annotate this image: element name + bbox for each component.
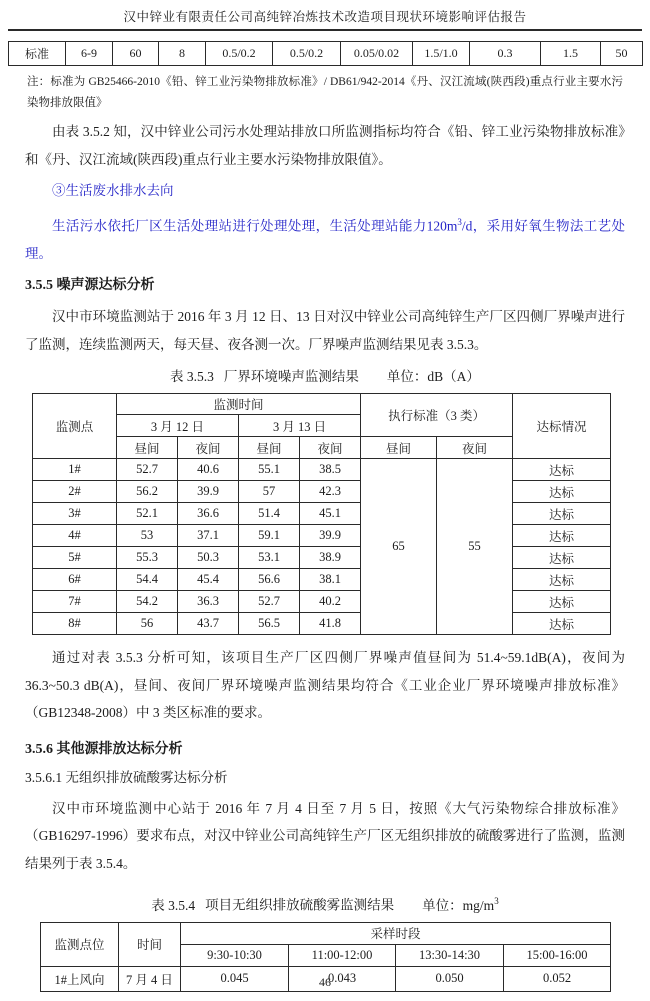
table-cell: 37.1 — [178, 525, 239, 547]
table-cell: 60 — [113, 42, 159, 66]
table-row — [33, 481, 611, 503]
caption-title: 厂界环境噪声监测结果 — [223, 369, 359, 384]
noise-monitoring-table — [32, 393, 611, 635]
table-cell: 56.2 — [117, 481, 178, 503]
table-row — [33, 503, 611, 525]
table-cell: 8# — [33, 613, 117, 635]
table-cell: 39.9 — [300, 525, 361, 547]
table-row — [33, 569, 611, 591]
table-cell: 0.5/0.2 — [273, 42, 341, 66]
table-row — [33, 547, 611, 569]
table-cell: 达标 — [513, 569, 611, 591]
column-header: 监测点位 — [41, 922, 119, 966]
table-row — [33, 459, 611, 481]
table-row — [9, 42, 643, 66]
paragraph-domestic-wastewater — [25, 209, 625, 268]
column-header: 夜间 — [437, 437, 513, 459]
table-cell: 4# — [33, 525, 117, 547]
table-cell: 6# — [33, 569, 117, 591]
paragraph-noise-intro: 汉中市环境监测站于 2016 年 3 月 12 日、13 日对汉中锌业公司高纯锌生产厂区四侧厂界噪声进行了监测，连续监测两天，每天昼、夜各测一次。厂界噪声监测结果见表 3.5.3。 — [25, 309, 625, 352]
superscript: 3 — [494, 896, 499, 906]
table-cell: 52.1 — [117, 503, 178, 525]
table-cell: 55.3 — [117, 547, 178, 569]
table-cell: 达标 — [513, 591, 611, 613]
sulfuric-table-caption — [0, 889, 650, 918]
paragraph-text: 生活污水依托厂区生活处理站进行处理处理，生活处理站能力120m — [52, 218, 458, 233]
table-cell: 7 月 4 日 — [119, 966, 181, 991]
table-cell: 达标 — [513, 525, 611, 547]
column-header: 监测时间 — [117, 394, 361, 415]
table-row — [33, 394, 611, 415]
table-cell: 56 — [117, 613, 178, 635]
table-cell: 54.4 — [117, 569, 178, 591]
table-cell: 56.5 — [239, 613, 300, 635]
table-cell: 45.4 — [178, 569, 239, 591]
column-header: 采样时段 — [181, 922, 611, 944]
table-cell-standard-night: 55 — [437, 459, 513, 635]
column-header: 昼间 — [361, 437, 437, 459]
caption-unit: 单位：mg/m — [422, 897, 495, 913]
column-header: 夜间 — [178, 437, 239, 459]
heading-3-5-6-1: 3.5.6.1 无组织排放硫酸雾达标分析 — [25, 769, 228, 785]
table-cell: 0.05/0.02 — [341, 42, 413, 66]
table-cell: 0.052 — [504, 966, 611, 991]
table-cell: 0.3 — [470, 42, 541, 66]
table-cell: 57 — [239, 481, 300, 503]
table-cell: 41.8 — [300, 613, 361, 635]
table-cell-standard-day: 65 — [361, 459, 437, 635]
table-footnote: 注：标准为 GB25466-2010《铅、锌工业污染物排放标准》/ DB61/942-2014《丹、汉江流域(陕西段)重点行业主要水污染物排放限值》 — [27, 76, 623, 109]
table-cell: 达标 — [513, 613, 611, 635]
caption-label: 表 3.5.3 — [170, 369, 214, 384]
paragraph-text: /d，采用好氧生物法工艺处理。 — [25, 218, 625, 261]
table-cell: 38.9 — [300, 547, 361, 569]
column-header: 3 月 13 日 — [239, 415, 361, 437]
table-cell: 42.3 — [300, 481, 361, 503]
table-cell: 36.3 — [178, 591, 239, 613]
heading-3-5-6: 3.5.6 其他源排放达标分析 — [25, 741, 183, 757]
table-cell: 38.5 — [300, 459, 361, 481]
superscript: 3 — [457, 216, 462, 227]
table-cell: 8 — [159, 42, 206, 66]
table-cell: 0.045 — [181, 966, 289, 991]
table-cell: 3# — [33, 503, 117, 525]
column-header: 昼间 — [239, 437, 300, 459]
table-row — [33, 525, 611, 547]
column-header: 监测点 — [33, 394, 117, 459]
table-cell: 53 — [117, 525, 178, 547]
column-header: 达标情况 — [513, 394, 611, 459]
table-cell: 达标 — [513, 547, 611, 569]
table-cell: 0.050 — [396, 966, 504, 991]
table-cell: 51.4 — [239, 503, 300, 525]
column-header: 13:30-14:30 — [396, 944, 504, 966]
table-cell: 59.1 — [239, 525, 300, 547]
table-row — [33, 591, 611, 613]
table-cell: 52.7 — [117, 459, 178, 481]
column-header: 9:30-10:30 — [181, 944, 289, 966]
table-cell: 40.6 — [178, 459, 239, 481]
table-cell: 达标 — [513, 503, 611, 525]
caption-unit: 单位：dB（A） — [386, 369, 480, 384]
table-cell: 45.1 — [300, 503, 361, 525]
noise-table-caption — [0, 365, 650, 389]
table-cell: 1.5/1.0 — [413, 42, 470, 66]
column-header: 昼间 — [117, 437, 178, 459]
table-row — [41, 922, 611, 944]
column-header: 3 月 12 日 — [117, 415, 239, 437]
table-cell: 55.1 — [239, 459, 300, 481]
table-cell: 6-9 — [66, 42, 113, 66]
column-header: 夜间 — [300, 437, 361, 459]
table-cell: 40.2 — [300, 591, 361, 613]
header-divider — [8, 29, 642, 31]
table-cell: 1#上风向 — [41, 966, 119, 991]
table-row — [33, 613, 611, 635]
column-header: 时间 — [119, 922, 181, 966]
table-cell: 43.7 — [178, 613, 239, 635]
heading-domestic-wastewater: ③生活废水排水去向 — [52, 183, 174, 198]
table-cell: 56.6 — [239, 569, 300, 591]
table-cell: 5# — [33, 547, 117, 569]
caption-label: 表 3.5.4 — [151, 897, 196, 913]
table-cell: 50.3 — [178, 547, 239, 569]
caption-title: 项目无组织排放硫酸雾监测结果 — [205, 897, 395, 913]
table-cell: 36.6 — [178, 503, 239, 525]
table-cell: 54.2 — [117, 591, 178, 613]
table-cell: 1# — [33, 459, 117, 481]
paragraph-sulfuric-intro: 汉中市环境监测中心站于 2016 年 7 月 4 日至 7 月 5 日，按照《大气污染物综合排放标准》（GB16297-1996）要求布点，对汉中锌业公司高纯锌生产厂区无组织排放的硫酸雾进行了监测，监测结果列于表 3.5.4。 — [25, 800, 625, 871]
standards-limit-table — [8, 41, 643, 66]
table-cell: 39.9 — [178, 481, 239, 503]
table-cell: 53.1 — [239, 547, 300, 569]
table-cell: 达标 — [513, 459, 611, 481]
column-header: 执行标准（3 类） — [361, 394, 513, 437]
table-cell: 0.043 — [289, 966, 396, 991]
page-title: 汉中锌业有限责任公司高纯锌冶炼技术改造项目现状环境影响评估报告 — [123, 10, 527, 24]
table-cell: 达标 — [513, 481, 611, 503]
table-cell: 2# — [33, 481, 117, 503]
paragraph-noise-conclusion: 通过对表 3.5.3 分析可知，该项目生产厂区四侧厂界噪声值昼间为 51.4~59.1dB(A)，夜间为 36.3~50.3 dB(A)，昼间、夜间厂界环境噪声监测结果均符合《工业企业厂界环境噪声排放标准》（GB12348-2008）中 3 类区标准的要求。 — [25, 650, 625, 720]
table-cell: 38.1 — [300, 569, 361, 591]
page-number: 46 — [319, 975, 331, 989]
column-header: 11:00-12:00 — [289, 944, 396, 966]
table-cell: 50 — [601, 42, 643, 66]
table-cell: 0.5/0.2 — [206, 42, 273, 66]
table-cell: 7# — [33, 591, 117, 613]
column-header: 15:00-16:00 — [504, 944, 611, 966]
table-cell: 标准 — [9, 42, 66, 66]
heading-3-5-5: 3.5.5 噪声源达标分析 — [25, 278, 155, 293]
paragraph-water-conclusion: 由表 3.5.2 知，汉中锌业公司污水处理站排放口所监测指标均符合《铅、锌工业污染物排放标准》和《丹、汉江流域(陕西段)重点行业主要水污染物排放限值》。 — [25, 124, 625, 167]
table-cell: 52.7 — [239, 591, 300, 613]
table-cell: 1.5 — [541, 42, 601, 66]
